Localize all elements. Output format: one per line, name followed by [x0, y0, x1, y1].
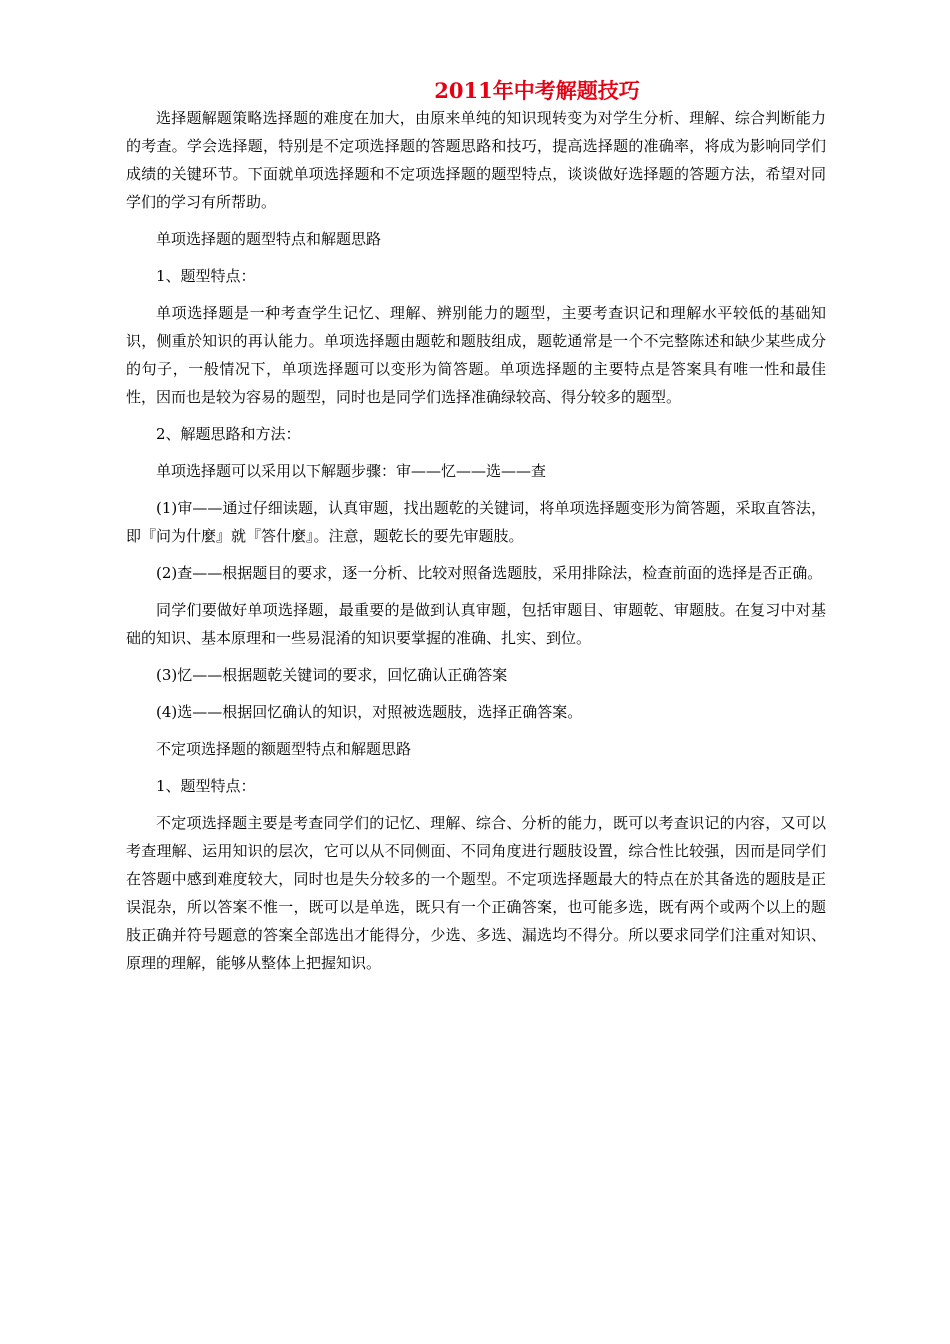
paragraph-advice: 同学们要做好单项选择题，最重要的是做到认真审题，包括审题目、审题乾、审题肢。在复习中对基础的知识、基本原理和一些易混淆的知识要掌握的准确、扎实、到位。 — [126, 601, 826, 647]
paragraph-multi-choice-features: 不定项选择题主要是考查同学们的记忆、理解、综合、分析的能力，既可以考查识记的内容，又可以考查理解、运用知识的层次，它可以从不同侧面、不同角度进行题肢设置，综合性比较强，因而是同学们在答题中感到难度较大，同时也是失分较多的一个题型。不定项选择题最大的特点在於其备选的题肢是正误混杂，所以答案不惟一，既可以是单选，既只有一个正确答案，也可能多选，既有两个或两个以上的题肢正确并符号题意的答案全部选出才能得分，少选、多选、漏选均不得分。所以要求同学们注重对知识、原理的理解，能够从整体上把握知识。 — [126, 814, 826, 972]
document-title: 2011年中考解题技巧 — [434, 78, 640, 103]
document-body — [126, 104, 826, 986]
subheading-methods: 2、解题思路和方法： — [156, 425, 301, 443]
paragraph-steps: 单项选择题可以采用以下解题步骤：审——忆——选——查 — [156, 462, 547, 480]
section-heading-single-choice: 单项选择题的题型特点和解题思路 — [156, 230, 382, 248]
paragraph-step-4: (4)选——根据回忆确认的知识，对照被选题肢，选择正确答案。 — [156, 703, 583, 721]
subheading-features-2: 1、题型特点： — [156, 777, 256, 795]
subheading-features: 1、题型特点： — [156, 267, 256, 285]
paragraph-step-2: (2)查——根据题目的要求，逐一分析、比较对照备选题肢，采用排除法，检查前面的选择是否正确。 — [156, 564, 823, 582]
paragraph-step-3: (3)忆——根据题乾关键词的要求，回忆确认正确答案 — [156, 666, 508, 684]
paragraph-single-choice-features: 单项选择题是一种考查学生记忆、理解、辨别能力的题型，主要考查识记和理解水平较低的基础知识，侧重於知识的再认能力。单项选择题由题乾和题肢组成，题乾通常是一个不完整陈述和缺少某些成分的句子，一般情况下，单项选择题可以变形为简答题。单项选择题的主要特点是答案具有唯一性和最佳性，因而也是较为容易的题型，同时也是同学们选择准确绿较高、得分较多的题型。 — [126, 304, 826, 406]
paragraph-intro: 选择题解题策略选择题的难度在加大，由原来单纯的知识现转变为对学生分析、理解、综合判断能力的考查。学会选择题，特别是不定项选择题的答题思路和技巧，提高选择题的准确率，将成为影响同学们成绩的关键环节。下面就单项选择题和不定项选择题的题型特点，谈谈做好选择题的答题方法，希望对同学们的学习有所帮助。 — [126, 109, 826, 211]
paragraph-step-1: (1)审——通过仔细读题，认真审题，找出题乾的关键词，将单项选择题变形为简答题，采取直答法，即『问为什麼』就『答什麼』。注意，题乾长的要先审题肢。 — [126, 499, 826, 545]
section-heading-multi-choice: 不定项选择题的额题型特点和解题思路 — [156, 740, 412, 758]
